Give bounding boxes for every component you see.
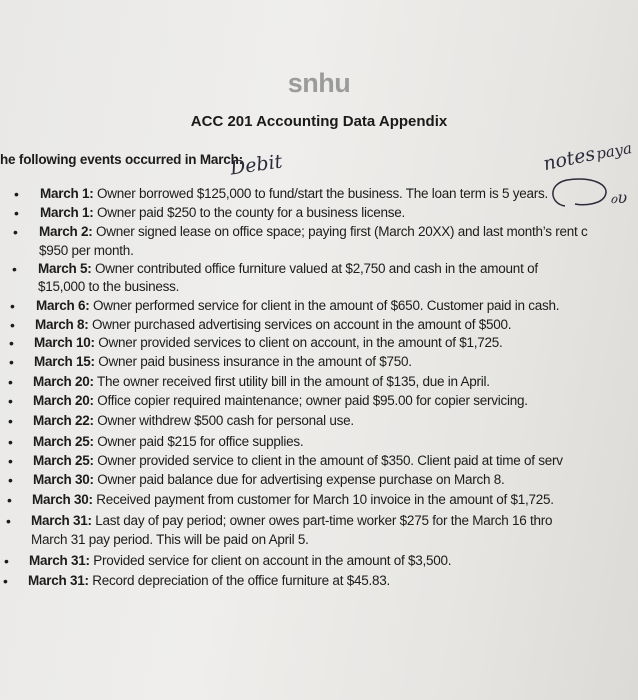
bullet-icon: • <box>14 205 19 221</box>
bullet-icon: • <box>8 472 13 488</box>
handwritten-debit: Debit <box>228 150 284 180</box>
list-item: March 15: Owner paid business insurance in the amount of $750. <box>34 354 412 369</box>
bullet-icon: • <box>6 513 11 529</box>
list-item: March 25: Owner provided service to client in the amount of $350. Client paid at time of serv <box>33 453 563 468</box>
list-item: March 6: Owner performed service for client in the amount of $650. Customer paid in cash. <box>36 298 560 313</box>
list-item: March 8: Owner purchased advertising services on account in the amount of $500. <box>35 317 512 332</box>
list-item: March 31: Record depreciation of the office furniture at $45.83. <box>28 573 390 588</box>
bullet-icon: • <box>8 453 13 469</box>
list-item: March 20: The owner received first utility bill in the amount of $135, due in April. <box>33 374 490 389</box>
list-item: March 25: Owner paid $215 for office supplies. <box>33 434 304 449</box>
list-item: March 31: Provided service for client on account in the amount of $3,500. <box>29 553 452 568</box>
bullet-icon: • <box>9 354 14 370</box>
bullet-icon: • <box>9 335 14 351</box>
list-item: March 20: Office copier required maintenance; owner paid $95.00 for copier servicing. <box>33 393 528 408</box>
list-item: March 22: Owner withdrew $500 cash for personal use. <box>33 413 354 428</box>
list-item: March 2: Owner signed lease on office space; paying first (March 20XX) and last month’s rent c <box>39 224 588 239</box>
bullet-icon: • <box>12 261 17 277</box>
bullet-icon: • <box>8 374 13 390</box>
bullet-icon: • <box>10 298 15 314</box>
snhu-logo: snhu <box>287 68 351 98</box>
list-item: March 30: Owner paid balance due for advertising expense purchase on March 8. <box>33 472 505 487</box>
bullet-icon: • <box>8 434 13 450</box>
bullet-icon: • <box>7 492 12 508</box>
handwritten-circle <box>545 176 615 210</box>
list-item: March 1: Owner borrowed $125,000 to fund/start the business. The loan term is 5 years. <box>40 186 549 201</box>
list-item: March 1: Owner paid $250 to the county for a business license. <box>40 205 405 220</box>
handwritten-margin-mark: ℴυ <box>610 188 628 207</box>
bullet-icon: • <box>8 413 13 429</box>
intro-text: he following events occurred in March: <box>0 152 243 167</box>
list-item: March 31: Last day of pay period; owner owes part-time worker $275 for the March 16 thro <box>31 513 553 528</box>
bullet-icon: • <box>13 224 18 240</box>
list-item: March 10: Owner provided services to client on account, in the amount of $1,725. <box>34 335 503 350</box>
handwritten-payable: paya <box>594 139 634 163</box>
handwritten-notes: notes <box>541 142 598 176</box>
bullet-icon: • <box>4 553 9 569</box>
bullet-icon: • <box>10 317 15 333</box>
list-item-continuation: $15,000 to the business. <box>38 279 180 294</box>
list-item: March 5: Owner contributed office furniture valued at $2,750 and cash in the amount of <box>38 261 538 276</box>
list-item-continuation: March 31 pay period. This will be paid on April 5. <box>31 532 309 547</box>
bullet-icon: • <box>8 393 13 409</box>
bullet-icon: • <box>14 186 19 202</box>
document-title: ACC 201 Accounting Data Appendix <box>190 113 448 130</box>
list-item: March 30: Received payment from customer for March 10 invoice in the amount of $1,725. <box>32 492 554 507</box>
bullet-icon: • <box>3 573 8 589</box>
list-item-continuation: $950 per month. <box>39 243 134 258</box>
